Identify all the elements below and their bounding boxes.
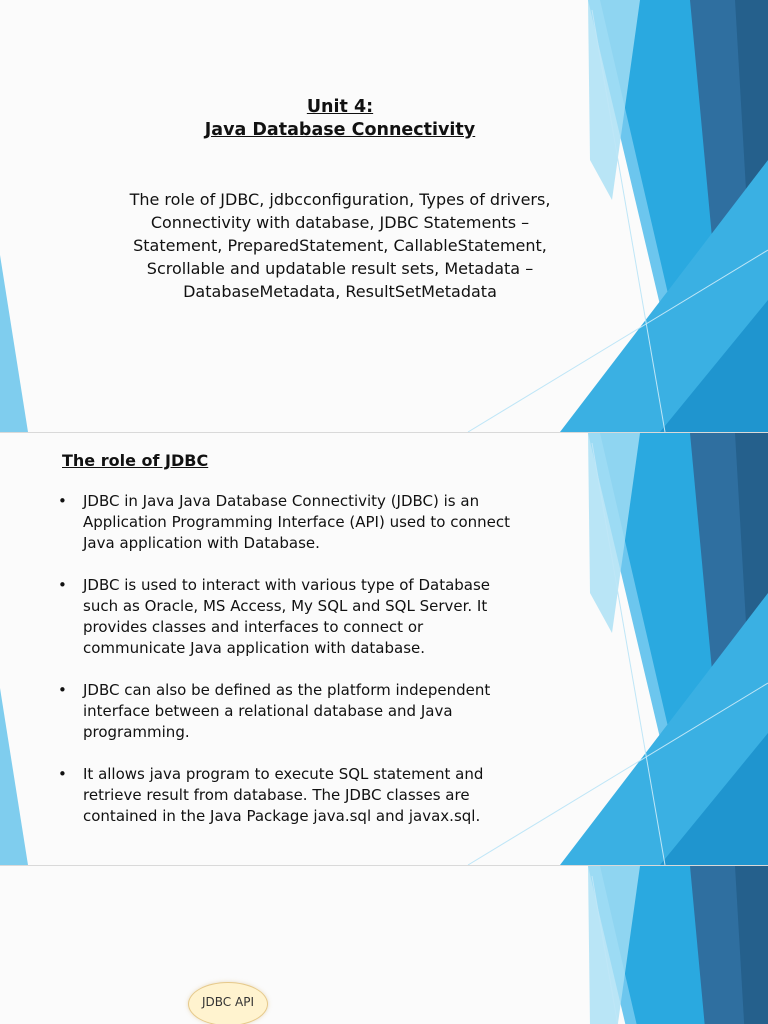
bullet-marker: • [58,765,67,783]
bullet-marker: • [58,681,67,699]
course-title: Java Database Connectivity [204,120,476,140]
left-triangle [0,688,28,865]
bullet-item [58,491,528,554]
slide-role-of-jdbc [0,433,768,865]
bullet-marker: • [58,492,67,510]
bullet-text: It allows java program to execute SQL statement and retrieve result from database. The JDBC classes are contained in the Java Package java.sql and javax.sql. [83,765,484,825]
topics-list: The role of JDBC, jdbcconfiguration, Types of drivers, Connectivity with database, JDBC Statements – Statement, PreparedStatement, CallableStatement, Scrollable and updatable result sets, Metadata – DatabaseMetadata, ResultSetMetadata [129,190,551,301]
section-heading: The role of JDBC [62,451,209,470]
bullet-text: JDBC is used to interact with various type of Database such as Oracle, MS Access, My SQL and SQL Server. It provides classes and interfaces to connect or communicate Java application with database. [83,576,491,657]
jdbc-api-badge [188,982,268,1024]
bullet-item [58,764,528,827]
slide-decoration [0,866,768,1024]
unit-title: Unit 4: [306,97,374,117]
slide-jdbc-api [0,866,768,1024]
slide-title [0,0,768,432]
bullet-item [58,575,528,659]
slide-title-text [100,96,580,142]
bullet-marker: • [58,576,67,594]
left-triangle [0,255,28,432]
badge-label: JDBC API [202,995,254,1009]
bullet-text: JDBC in Java Java Database Connectivity (JDBC) is an Application Programming Interface (API) used to connect Java application with Database. [83,492,511,552]
bullet-text: JDBC can also be defined as the platform independent interface between a relational database and Java programming. [83,681,491,741]
bullet-list [58,491,528,848]
bullet-item [58,680,528,743]
